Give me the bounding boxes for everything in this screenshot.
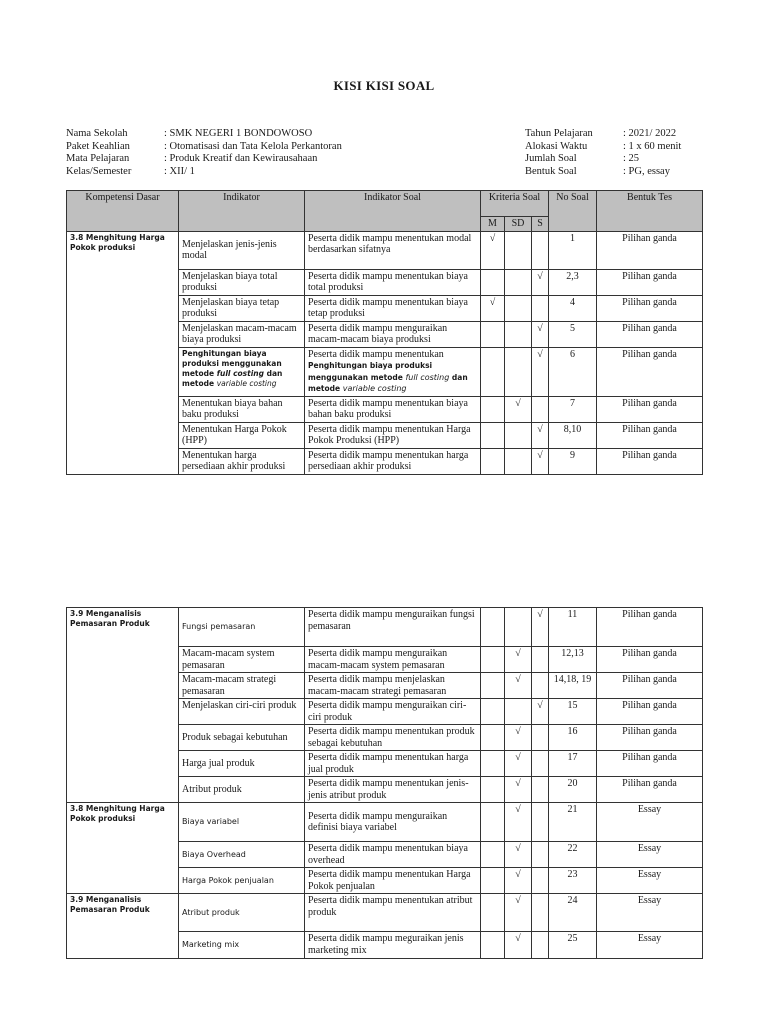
no-cell: 1 (549, 231, 597, 269)
kd-cell: 3.9 Menganalisis Pemasaran Produk (67, 894, 179, 959)
no-cell: 14,18, 19 (549, 673, 597, 699)
bentuk-cell: Pilihan ganda (597, 321, 703, 347)
header-indikator: Indikator (179, 191, 305, 232)
header-indikator-soal: Indikator Soal (305, 191, 481, 232)
m-cell (481, 751, 505, 777)
m-cell (481, 608, 505, 647)
s-cell (532, 868, 549, 894)
sd-cell (505, 347, 532, 396)
indikator-cell: Biaya variabel (179, 803, 305, 842)
m-cell (481, 777, 505, 803)
s-cell (532, 231, 549, 269)
table-row (67, 894, 703, 932)
no-cell: 7 (549, 396, 597, 422)
no-cell: 23 (549, 868, 597, 894)
sd-cell: √ (505, 868, 532, 894)
sd-cell: √ (505, 777, 532, 803)
soal-text: dan metode (308, 372, 468, 393)
bentuk-cell: Essay (597, 842, 703, 868)
sd-cell (505, 269, 532, 295)
s-cell (532, 842, 549, 868)
info-value: : 25 (623, 153, 640, 164)
sd-cell (505, 231, 532, 269)
indikator-cell: Menjelaskan macam-macam biaya produksi (179, 321, 305, 347)
info-label: Mata Pelajaran (66, 153, 130, 164)
m-cell (481, 725, 505, 751)
m-cell (481, 321, 505, 347)
soal-cell: Peserta didik mampu menguraikan definisi biaya variabel (305, 803, 481, 842)
info-left (66, 128, 342, 178)
soal-cell: Peserta didik mampu menentukan harga jual produk (305, 751, 481, 777)
no-cell: 5 (549, 321, 597, 347)
s-cell (532, 295, 549, 321)
s-cell (532, 932, 549, 959)
bentuk-cell: Pilihan ganda (597, 751, 703, 777)
info-row (66, 153, 342, 166)
info-label: Paket Keahlian (66, 140, 130, 152)
s-cell (532, 396, 549, 422)
soal-text: Penghitungan biaya produksi menggunakan metode (308, 361, 433, 382)
info-row (525, 141, 681, 154)
soal-cell: Peserta didik mampu menentukan biaya tetap produksi (305, 295, 481, 321)
header-bentuk: Bentuk Tes (597, 191, 703, 232)
sd-cell (505, 608, 532, 647)
sd-cell: √ (505, 725, 532, 751)
soal-cell: Peserta didik mampu menentukan produk sebagai kebutuhan (305, 725, 481, 751)
soal-cell: Peserta didik mampu menentukan Harga Pokok penjualan (305, 868, 481, 894)
info-row (525, 128, 681, 141)
page-title: KISI KISI SOAL (333, 78, 435, 93)
header-sd: SD (505, 217, 532, 232)
no-cell: 9 (549, 448, 597, 474)
s-cell (532, 777, 549, 803)
sd-cell: √ (505, 751, 532, 777)
soal-cell: Peserta didik mampu menentukan atribut produk (305, 894, 481, 932)
m-cell (481, 673, 505, 699)
soal-cell: Peserta didik mampu menentukan biaya overhead (305, 842, 481, 868)
s-cell (532, 725, 549, 751)
m-cell (481, 647, 505, 673)
m-cell (481, 422, 505, 448)
bentuk-cell: Pilihan ganda (597, 725, 703, 751)
table-row (67, 231, 703, 269)
bentuk-cell: Pilihan ganda (597, 347, 703, 396)
no-cell: 4 (549, 295, 597, 321)
kd-cell: 3.9 Menganalisis Pemasaran Produk (67, 608, 179, 803)
info-value: : Produk Kreatif dan Kewirausahaan (164, 153, 318, 164)
kd-cell: 3.8 Menghitung Harga Pokok produksi (67, 803, 179, 894)
info-value: : 1 x 60 menit (623, 140, 682, 152)
s-cell: √ (532, 321, 549, 347)
table-row (67, 803, 703, 842)
sd-cell: √ (505, 803, 532, 842)
indikator-cell (179, 347, 305, 396)
sd-cell: √ (505, 842, 532, 868)
sd-cell: √ (505, 673, 532, 699)
indikator-cell: Menentukan biaya bahan baku produksi (179, 396, 305, 422)
m-cell (481, 932, 505, 959)
ind-text: variable costing (216, 378, 277, 388)
m-cell (481, 699, 505, 725)
bentuk-cell: Pilihan ganda (597, 608, 703, 647)
ind-text: Penghitungan biaya produksi menggunakan metode (182, 348, 282, 378)
kisi-table-1 (66, 190, 703, 475)
info-label: Tahun Pelajaran (525, 128, 593, 139)
ind-text: full costing (216, 368, 265, 378)
header-m: M (481, 217, 505, 232)
bentuk-cell: Essay (597, 894, 703, 932)
s-cell (532, 673, 549, 699)
no-cell: 24 (549, 894, 597, 932)
soal-cell: Peserta didik mampu menentukan Harga Pokok Produksi (HPP) (305, 422, 481, 448)
bentuk-cell: Pilihan ganda (597, 448, 703, 474)
s-cell: √ (532, 448, 549, 474)
m-cell (481, 269, 505, 295)
no-cell: 25 (549, 932, 597, 959)
info-label: Bentuk Soal (525, 165, 577, 177)
sd-cell (505, 699, 532, 725)
kd-cell: 3.8 Menghitung Harga Pokok produksi (67, 231, 179, 474)
m-cell (481, 868, 505, 894)
sd-cell: √ (505, 932, 532, 959)
info-row (525, 166, 681, 179)
s-cell (532, 751, 549, 777)
header-no-soal: No Soal (549, 191, 597, 232)
info-row (525, 153, 681, 166)
no-cell: 2,3 (549, 269, 597, 295)
soal-cell: Peserta didik mampu menentukan biaya total produksi (305, 269, 481, 295)
sd-cell (505, 295, 532, 321)
soal-cell: Peserta didik mampu menentukan modal berdasarkan sifatnya (305, 231, 481, 269)
sd-cell: √ (505, 647, 532, 673)
indikator-cell: Harga Pokok penjualan (179, 868, 305, 894)
indikator-cell: Biaya Overhead (179, 842, 305, 868)
bentuk-cell: Essay (597, 803, 703, 842)
bentuk-cell: Pilihan ganda (597, 422, 703, 448)
sd-cell (505, 321, 532, 347)
indikator-cell: Marketing mix (179, 932, 305, 959)
info-row (66, 141, 342, 154)
indikator-cell: Menentukan Harga Pokok (HPP) (179, 422, 305, 448)
no-cell: 11 (549, 608, 597, 647)
no-cell: 15 (549, 699, 597, 725)
m-cell (481, 396, 505, 422)
info-value: : PG, essay (623, 165, 670, 177)
no-cell: 17 (549, 751, 597, 777)
s-cell (532, 647, 549, 673)
soal-text: variable costing (342, 384, 407, 393)
ind-text: dan metode (182, 368, 283, 388)
s-cell: √ (532, 699, 549, 725)
m-cell (481, 448, 505, 474)
no-cell: 16 (549, 725, 597, 751)
indikator-cell: Fungsi pemasaran (179, 608, 305, 647)
soal-cell: Peserta didik mampu menguraikan macam-macam system pemasaran (305, 647, 481, 673)
soal-cell: Peserta didik mampu menentukan jenis-jenis atribut produk (305, 777, 481, 803)
sd-cell (505, 422, 532, 448)
bentuk-cell: Pilihan ganda (597, 231, 703, 269)
info-value: : Otomatisasi dan Tata Kelola Perkantoran (164, 140, 342, 152)
sd-cell: √ (505, 396, 532, 422)
m-cell (481, 803, 505, 842)
indikator-cell: Atribut produk (179, 777, 305, 803)
soal-cell: Peserta didik mampu menguraikan fungsi pemasaran (305, 608, 481, 647)
no-cell: 21 (549, 803, 597, 842)
soal-cell: Peserta didik mampu menjelaskan macam-macam strategi pemasaran (305, 673, 481, 699)
no-cell: 22 (549, 842, 597, 868)
bentuk-cell: Pilihan ganda (597, 647, 703, 673)
sd-cell: √ (505, 894, 532, 932)
header-kompetensi: Kompetensi Dasar (67, 191, 179, 232)
indikator-cell: Harga jual produk (179, 751, 305, 777)
no-cell: 12,13 (549, 647, 597, 673)
info-row (66, 166, 342, 179)
bentuk-cell: Essay (597, 932, 703, 959)
s-cell: √ (532, 347, 549, 396)
info-label: Alokasi Waktu (525, 140, 588, 152)
m-cell (481, 894, 505, 932)
bentuk-cell: Pilihan ganda (597, 699, 703, 725)
s-cell (532, 894, 549, 932)
indikator-cell: Macam-macam strategi pemasaran (179, 673, 305, 699)
no-cell: 6 (549, 347, 597, 396)
indikator-cell: Produk sebagai kebutuhan (179, 725, 305, 751)
info-row (66, 128, 342, 141)
indikator-cell: Menjelaskan ciri-ciri produk (179, 699, 305, 725)
soal-cell: Peserta didik mampu menguraikan ciri-ciri produk (305, 699, 481, 725)
bentuk-cell: Essay (597, 868, 703, 894)
info-value: : SMK NEGERI 1 BONDOWOSO (164, 128, 313, 139)
soal-cell: Peserta didik mampu menguraikan macam-macam biaya produksi (305, 321, 481, 347)
s-cell (532, 803, 549, 842)
indikator-cell: Menentukan harga persediaan akhir produksi (179, 448, 305, 474)
header-s: S (532, 217, 549, 232)
soal-cell: Peserta didik mampu meguraikan jenis marketing mix (305, 932, 481, 959)
info-right (525, 128, 681, 178)
indikator-cell: Macam-macam system pemasaran (179, 647, 305, 673)
sd-cell (505, 448, 532, 474)
info-value: : XII/ 1 (164, 165, 195, 177)
bentuk-cell: Pilihan ganda (597, 673, 703, 699)
bentuk-cell: Pilihan ganda (597, 269, 703, 295)
soal-cell: Peserta didik mampu menentukan biaya bahan baku produksi (305, 396, 481, 422)
table-row (67, 608, 703, 647)
indikator-cell: Atribut produk (179, 894, 305, 932)
m-cell: √ (481, 231, 505, 269)
m-cell: √ (481, 295, 505, 321)
m-cell (481, 347, 505, 396)
s-cell: √ (532, 608, 549, 647)
no-cell: 8,10 (549, 422, 597, 448)
bentuk-cell: Pilihan ganda (597, 777, 703, 803)
no-cell: 20 (549, 777, 597, 803)
indikator-cell: Menjelaskan jenis-jenis modal (179, 231, 305, 269)
soal-text: full costing (405, 372, 450, 382)
indikator-cell: Menjelaskan biaya tetap produksi (179, 295, 305, 321)
info-label: Nama Sekolah (66, 128, 128, 139)
soal-cell: Peserta didik mampu menentukan harga persediaan akhir produksi (305, 448, 481, 474)
s-cell: √ (532, 422, 549, 448)
info-value: : 2021/ 2022 (623, 128, 677, 139)
bentuk-cell: Pilihan ganda (597, 295, 703, 321)
kisi-table-2 (66, 607, 703, 959)
indikator-cell: Menjelaskan biaya total produksi (179, 269, 305, 295)
bentuk-cell: Pilihan ganda (597, 396, 703, 422)
info-label: Kelas/Semester (66, 165, 132, 177)
header-kriteria: Kriteria Soal (481, 191, 549, 217)
soal-text: Peserta didik mampu menentukan (308, 348, 444, 360)
soal-cell (305, 347, 481, 396)
m-cell (481, 842, 505, 868)
info-label: Jumlah Soal (525, 153, 577, 164)
s-cell: √ (532, 269, 549, 295)
